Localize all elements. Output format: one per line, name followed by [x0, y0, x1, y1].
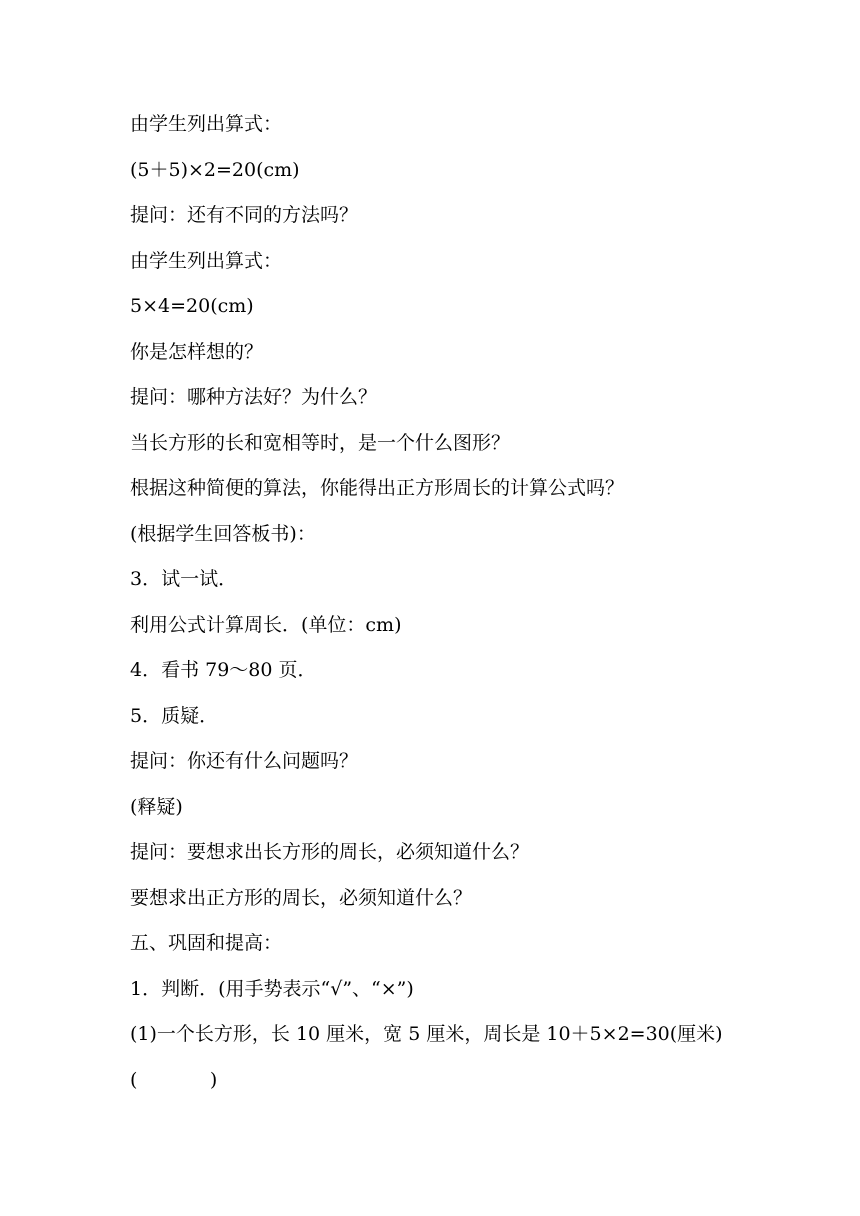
formula-line: 5×4=20(cm): [130, 295, 254, 317]
question-line: 根据这种简便的算法，你能得出正方形周长的计算公式吗？: [130, 477, 625, 499]
question-line: 提问：你还有什么问题吗？: [130, 750, 359, 772]
document-body: [130, 110, 770, 1111]
text-line: 由学生列出算式：: [130, 113, 283, 135]
exercise-item: (1)一个长方形，长 10 厘米，宽 5 厘米，周长是 10＋5×2=30(厘米): [130, 1023, 723, 1045]
text-line: 由学生列出算式：: [130, 249, 283, 272]
question-line: 提问：哪种方法好？为什么？: [130, 386, 378, 408]
answer-blank: ( ): [130, 1068, 218, 1091]
section-step: 4．看书 79～80 页．: [130, 659, 317, 681]
section-heading: 五、巩固和提高：: [130, 932, 283, 954]
text-line: (释疑): [130, 795, 183, 818]
text-line: (根据学生回答板书)：: [130, 522, 316, 545]
formula-line: (5＋5)×2=20(cm): [130, 158, 300, 181]
question-line: 要想求出正方形的周长，必须知道什么？: [130, 886, 473, 909]
section-step: 5．质疑．: [130, 704, 219, 727]
question-line: 你是怎样想的？: [130, 340, 264, 363]
question-line: 提问：还有不同的方法吗？: [130, 204, 359, 226]
question-line: 当长方形的长和宽相等时，是一个什么图形？: [130, 431, 511, 454]
section-step: 1．判断．(用手势表示“√”、“×”): [130, 977, 414, 1000]
text-line: 利用公式计算周长．(单位：cm): [130, 613, 402, 636]
section-step: 3．试一试．: [130, 568, 238, 590]
question-line: 提问：要想求出长方形的周长，必须知道什么？: [130, 841, 530, 863]
